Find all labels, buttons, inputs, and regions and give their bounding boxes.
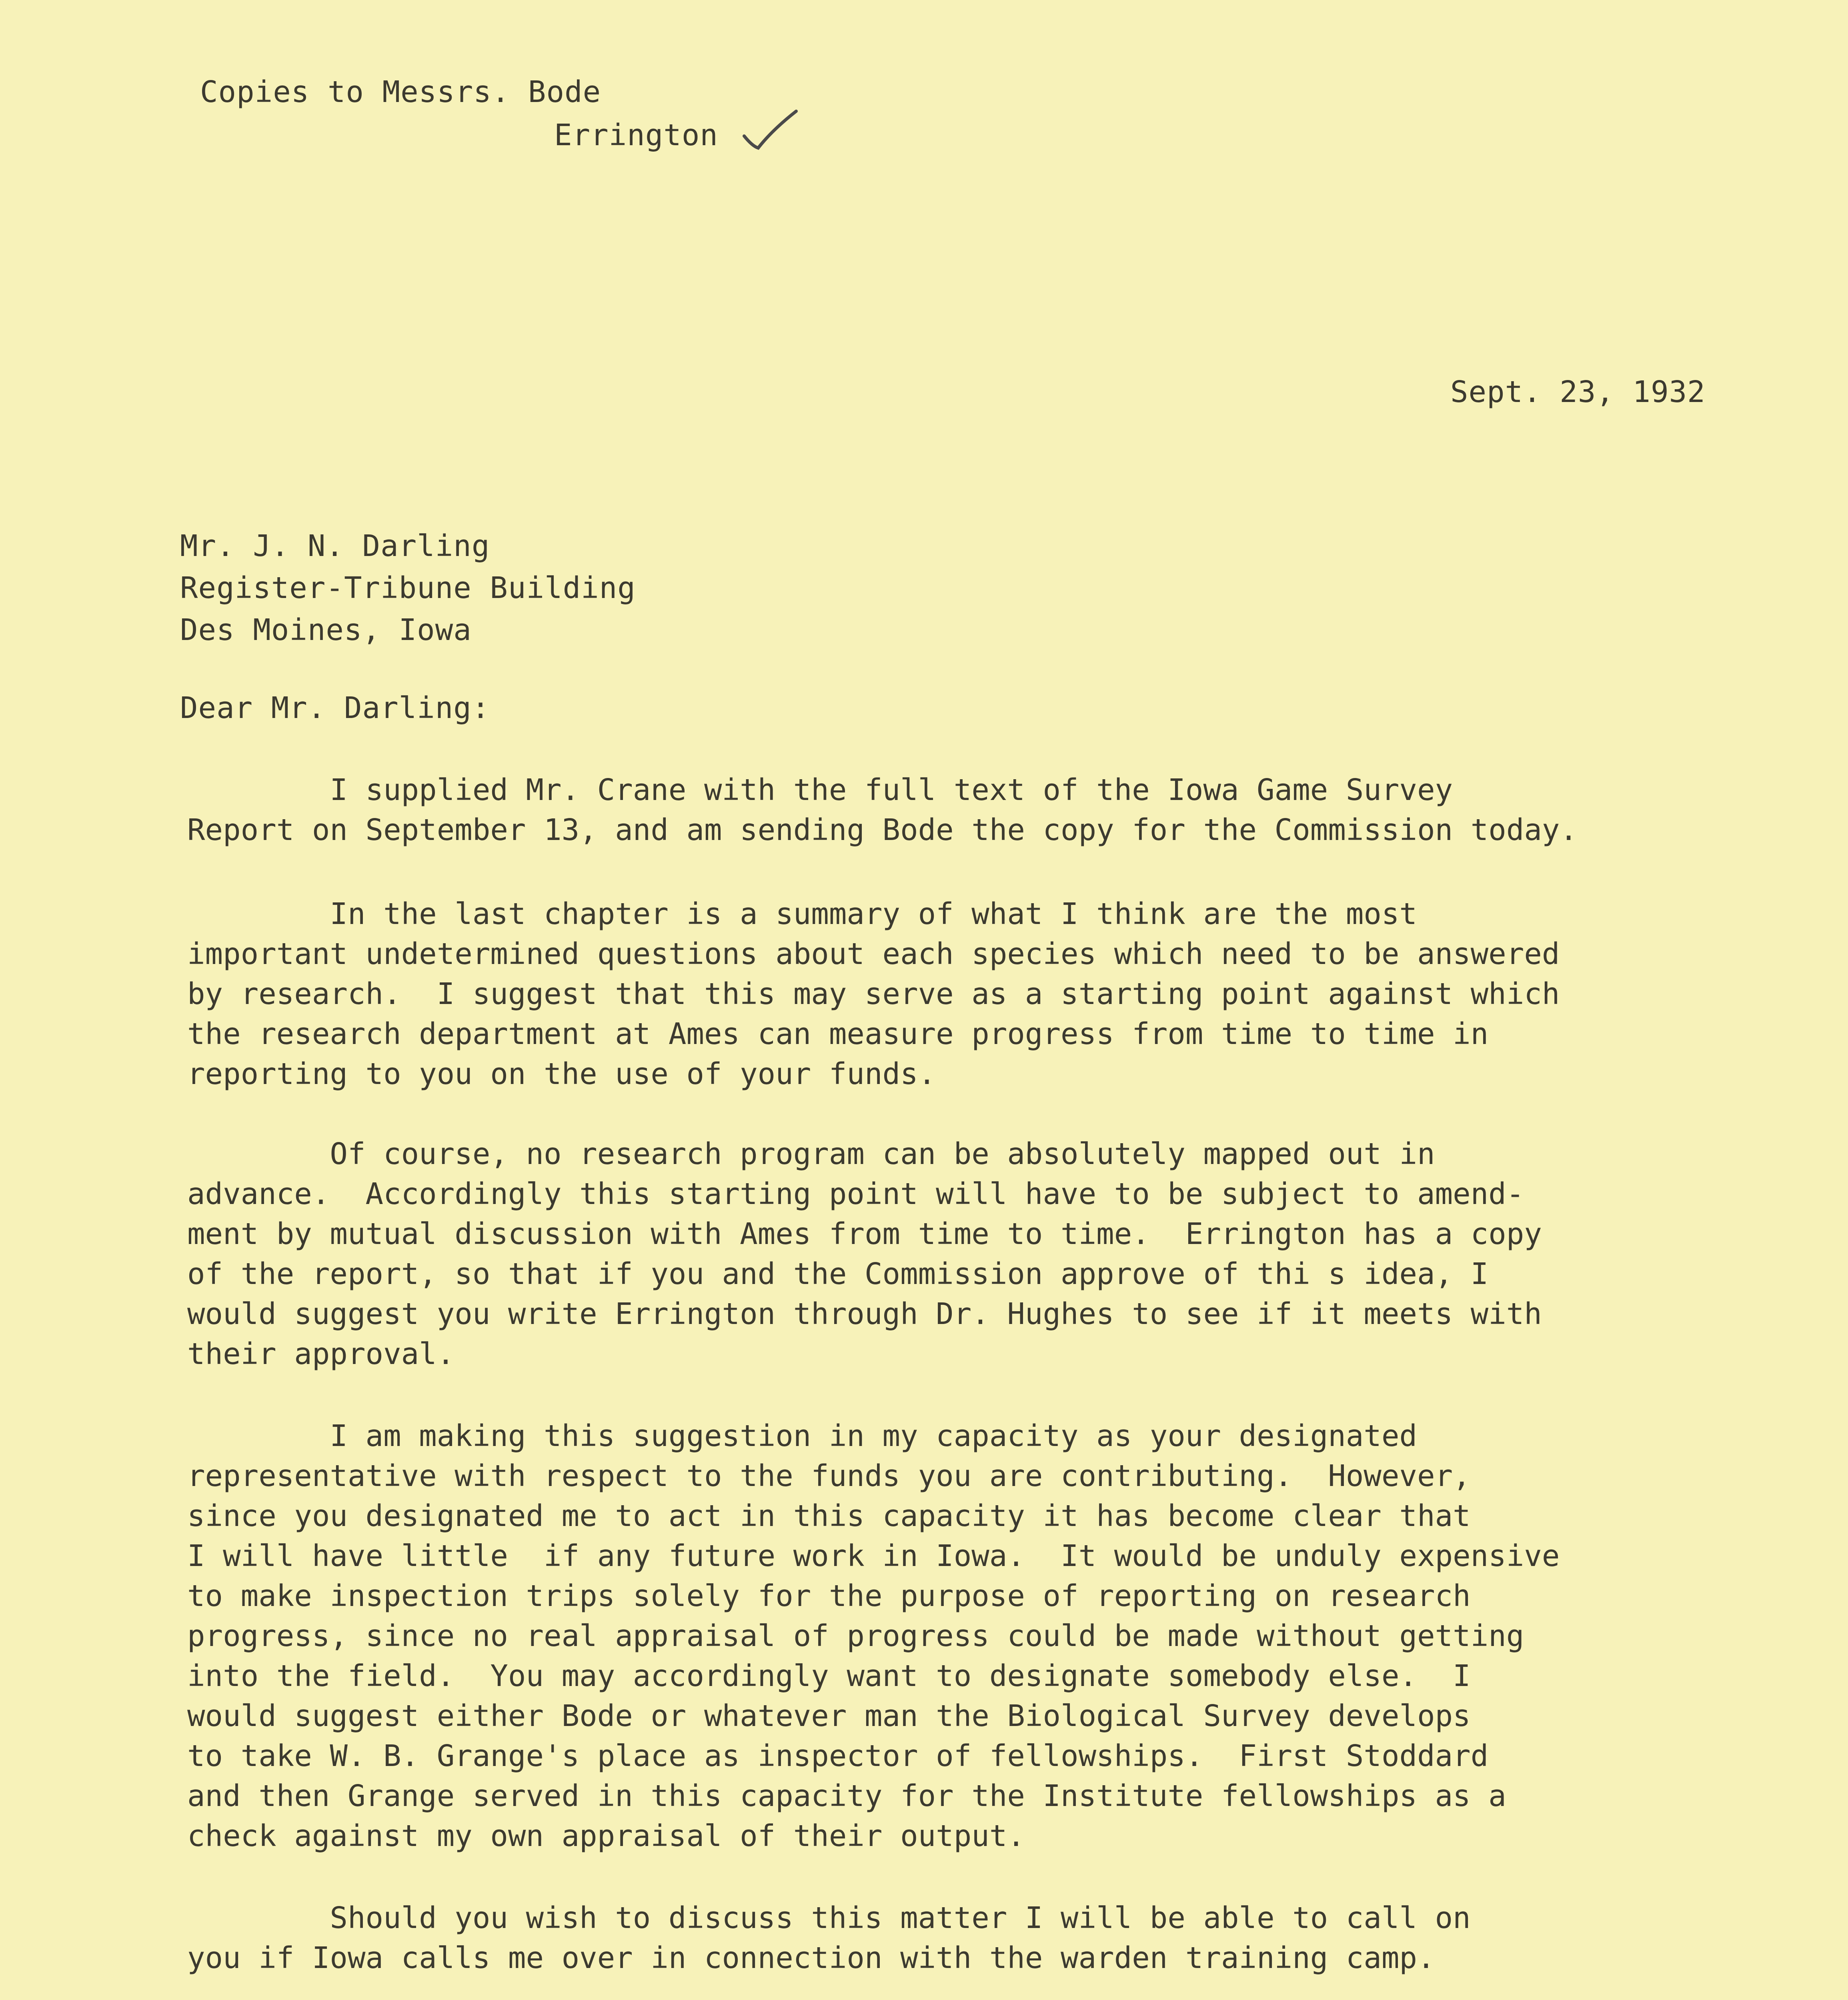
paragraph-line: by research. I suggest that this may serve as a starting point against which (187, 977, 1560, 1011)
paragraph-line: advance. Accordingly this starting point will have to be subject to amend- (187, 1177, 1524, 1211)
copies-line-2: Errington (554, 118, 718, 152)
paragraph-4 (187, 1416, 1748, 1856)
paragraph-line: of the report, so that if you and the Commission approve of thi s idea, I (187, 1257, 1489, 1291)
paragraph-line: check against my own appraisal of their output. (187, 1819, 1025, 1853)
paragraph-line: Of course, no research program can be absolutely mapped out in (187, 1137, 1435, 1171)
paragraph-1 (187, 770, 1748, 850)
paragraph-line: you if Iowa calls me over in connection with the warden training camp. (187, 1941, 1435, 1975)
paragraph-line: important undetermined questions about each species which need to be answered (187, 937, 1560, 971)
paragraph-line: representative with respect to the funds you are contributing. However, (187, 1459, 1471, 1493)
paragraph-2 (187, 894, 1748, 1094)
paragraph-line: progress, since no real appraisal of progress could be made without getting (187, 1619, 1524, 1653)
copies-line-1: Copies to Messrs. Bode (200, 75, 601, 109)
paragraph-5 (187, 1898, 1748, 1978)
paragraph-line: to take W. B. Grange's place as inspector of fellowships. First Stoddard (187, 1739, 1489, 1773)
paragraph-line: the research department at Ames can measure progress from time to time in (187, 1017, 1489, 1051)
recipient-address-line-2: Des Moines, Iowa (180, 613, 472, 647)
paragraph-line: ment by mutual discussion with Ames from time to time. Errington has a copy (187, 1217, 1542, 1251)
paragraph-line: and then Grange served in this capacity for the Institute fellowships as a (187, 1779, 1506, 1813)
checkmark-icon (740, 108, 800, 156)
paragraph-line: In the last chapter is a summary of what I think are the most (187, 897, 1418, 931)
paragraph-line: into the field. You may accordingly want to designate somebody else. I (187, 1659, 1471, 1693)
paragraph-line: Should you wish to discuss this matter I will be able to call on (187, 1901, 1471, 1935)
salutation: Dear Mr. Darling: (180, 691, 490, 725)
paragraph-line: reporting to you on the use of your funds. (187, 1057, 936, 1091)
paragraph-line: I will have little if any future work in Iowa. It would be unduly expensive (187, 1539, 1560, 1573)
letter-date: Sept. 23, 1932 (1450, 375, 1706, 409)
paragraph-3 (187, 1134, 1748, 1374)
paragraph-line: Report on September 13, and am sending Bode the copy for the Commission today. (187, 813, 1578, 847)
paragraph-line: since you designated me to act in this capacity it has become clear that (187, 1499, 1471, 1533)
paragraph-line: I am making this suggestion in my capacity as your designated (187, 1419, 1418, 1453)
recipient-name: Mr. J. N. Darling (180, 529, 490, 563)
paragraph-line: would suggest you write Errington through Dr. Hughes to see if it meets with (187, 1297, 1542, 1331)
recipient-address-line-1: Register-Tribune Building (180, 571, 636, 605)
paragraph-line: would suggest either Bode or whatever man the Biological Survey develops (187, 1699, 1471, 1733)
paragraph-line: their approval. (187, 1337, 455, 1371)
paragraph-line: I supplied Mr. Crane with the full text of the Iowa Game Survey (187, 773, 1453, 807)
paragraph-line: to make inspection trips solely for the purpose of reporting on research (187, 1579, 1471, 1613)
